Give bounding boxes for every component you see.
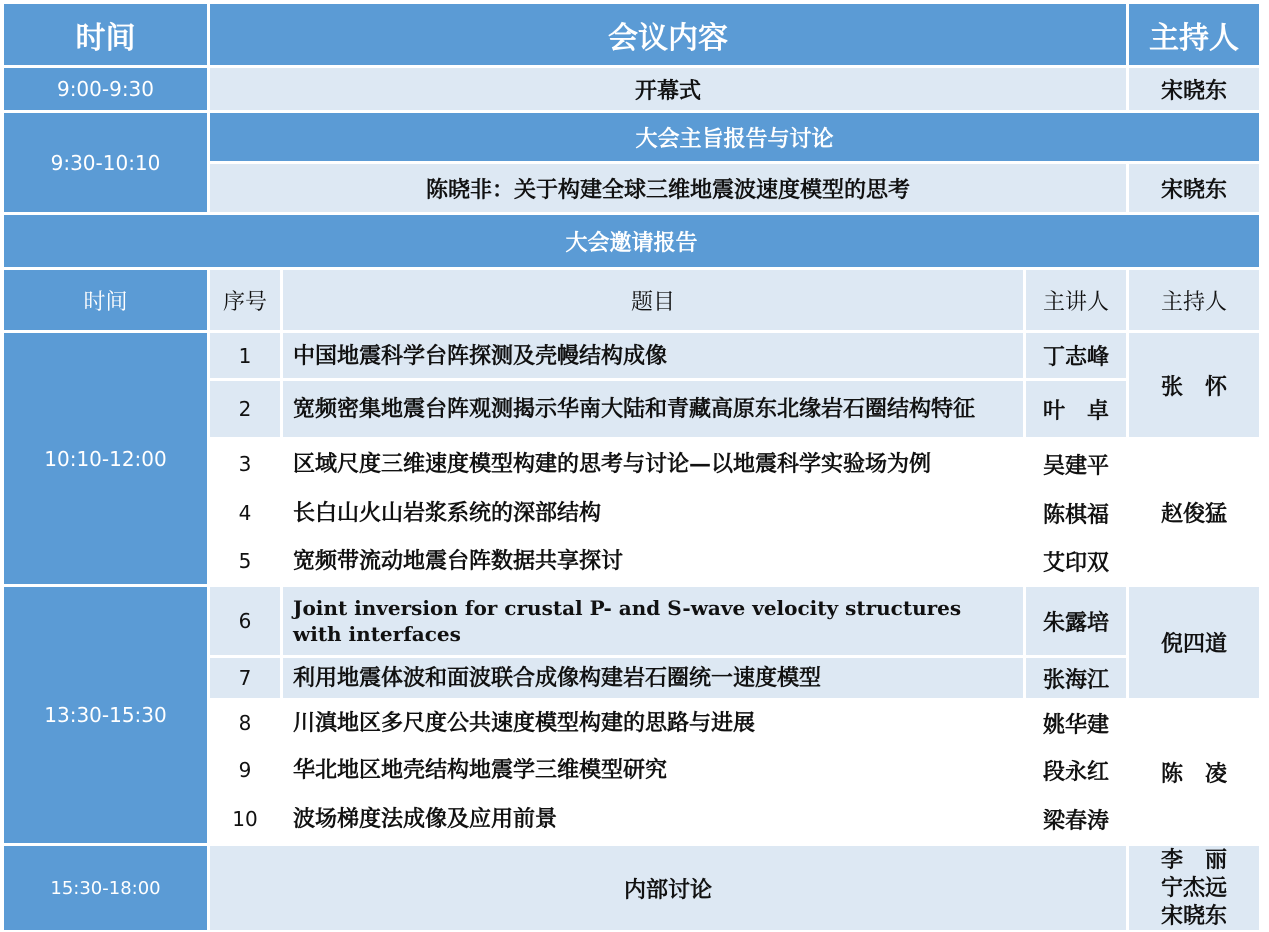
talk-no: 5 [210,538,280,584]
talk-speaker: 吴建平 [1026,440,1126,488]
discussion-title: 内部讨论 [210,846,1126,930]
talk-title: 长白山火山岩浆系统的深部结构 [283,491,1023,535]
talk-title: Joint inversion for crustal P- and S-wave velocity structures with interfaces [283,587,1023,655]
talk-title: 中国地震科学台阵探测及壳幔结构成像 [283,333,1023,378]
talk-no: 4 [210,491,280,535]
talk-speaker: 张海江 [1026,658,1126,698]
talk-title: 华北地区地壳结构地震学三维模型研究 [283,748,1023,792]
talk-no: 10 [210,795,280,843]
col-time: 时间 [4,270,207,330]
talk-speaker: 丁志峰 [1026,333,1126,378]
talk-title: 宽频密集地震台阵观测揭示华南大陆和青藏高原东北缘岩石圈结构特征 [283,381,1023,437]
session2-time: 13:30-15:30 [4,587,207,843]
header-host: 主持人 [1129,4,1259,65]
opening-time: 9:00-9:30 [4,68,207,110]
session1-time: 10:10-12:00 [4,333,207,584]
talk-no: 7 [210,658,280,698]
host-session-c: 倪四道 [1129,587,1259,698]
talk-title: 宽频带流动地震台阵数据共享探讨 [283,538,1023,584]
talk-no: 1 [210,333,280,378]
talk-no: 8 [210,701,280,745]
discussion-host: 宁杰远 [1160,875,1227,901]
host-session-b: 赵俊猛 [1129,440,1259,584]
talk-no: 6 [210,587,280,655]
host-session-d: 陈 凌 [1129,701,1259,843]
talk-speaker: 段永红 [1026,748,1126,792]
talk-no: 2 [210,381,280,437]
keynote-talk: 陈晓非：关于构建全球三维地震波速度模型的思考 [210,164,1126,212]
col-speaker: 主讲人 [1026,270,1126,330]
talk-no: 9 [210,748,280,792]
invited-section-title: 大会邀请报告 [4,215,1259,267]
discussion-host: 宋晓东 [1160,903,1227,929]
discussion-hosts [1129,846,1259,930]
col-no: 序号 [210,270,280,330]
header-time: 时间 [4,4,207,65]
talk-no: 3 [210,440,280,488]
opening-host: 宋晓东 [1129,68,1259,110]
talk-title: 波场梯度法成像及应用前景 [283,795,1023,843]
talk-title: 川滇地区多尺度公共速度模型构建的思路与进展 [283,701,1023,745]
talk-speaker: 姚华建 [1026,701,1126,745]
talk-speaker: 朱露培 [1026,587,1126,655]
talk-title: 区域尺度三维速度模型构建的思考与讨论—以地震科学实验场为例 [283,440,1023,488]
talk-speaker: 梁春涛 [1026,795,1126,843]
keynote-host: 宋晓东 [1129,164,1259,212]
talk-title: 利用地震体波和面波联合成像构建岩石圈统一速度模型 [283,658,1023,698]
discussion-host: 李 丽 [1160,847,1227,873]
host-session-a: 张 怀 [1129,333,1259,437]
opening-title: 开幕式 [210,68,1126,110]
keynote-time: 9:30-10:10 [4,113,207,212]
keynote-section-title: 大会主旨报告与讨论 [210,113,1259,161]
discussion-time: 15:30-18:00 [4,846,207,930]
header-content: 会议内容 [210,4,1126,65]
col-host: 主持人 [1129,270,1259,330]
talk-speaker: 陈棋福 [1026,491,1126,535]
talk-speaker: 艾印双 [1026,538,1126,584]
talk-speaker: 叶 卓 [1026,381,1126,437]
col-title: 题目 [283,270,1023,330]
